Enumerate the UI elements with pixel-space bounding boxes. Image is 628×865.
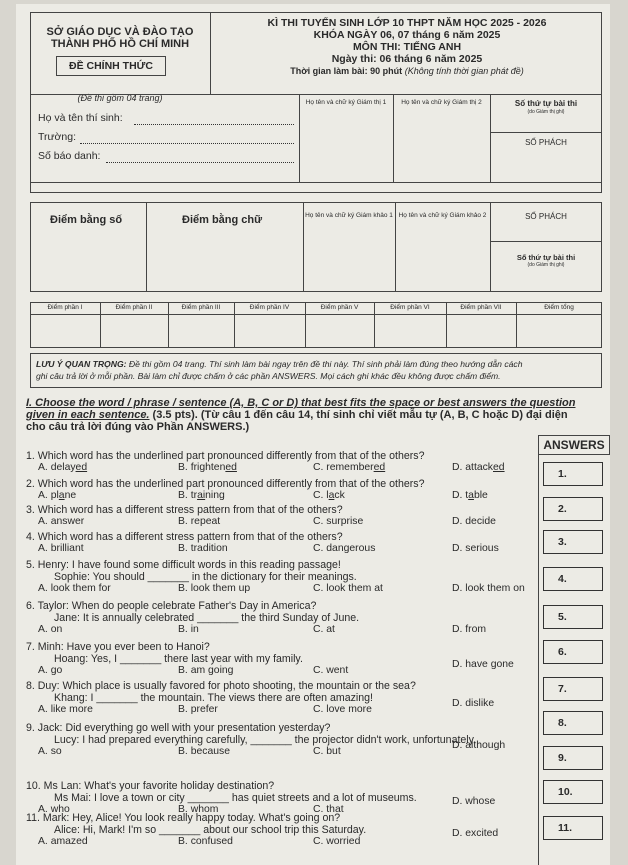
option-c: C. dangerous xyxy=(313,543,376,554)
proctor2-label: Họ tên và chữ ký Giám thị 2 xyxy=(401,99,482,106)
part-score-label: Điểm phần I xyxy=(47,304,83,311)
candidate-id-label: Số báo danh: xyxy=(38,150,101,162)
question-stem: 2. Which word has the underlined part pronounced differently from that of the others? xyxy=(26,478,425,490)
part-score-cell[interactable] xyxy=(374,315,446,347)
pages-note: (Đề thi gồm 04 trang) xyxy=(77,93,163,103)
option-b: B. repeat xyxy=(178,516,221,527)
question-stem: 11. Mark: Hey, Alice! You look really happy today. What's going on? xyxy=(26,812,341,824)
answer-box[interactable]: 2. xyxy=(543,497,603,521)
option-d: D. dislike xyxy=(452,698,495,709)
school-field[interactable] xyxy=(80,143,294,144)
option-b: B. frightened xyxy=(178,462,237,473)
question-stem: 4. Which word has a different stress pattern from that of the others? xyxy=(26,531,343,543)
question-dialogue: Jane: It is annually celebrated _______ the third Sunday of June. xyxy=(54,612,360,624)
option-a: A. brilliant xyxy=(38,543,84,554)
option-d: D. serious xyxy=(452,543,499,554)
option-a: A. so xyxy=(38,746,62,757)
candidate-name-label: Họ và tên thí sinh: xyxy=(38,112,123,124)
question-stem: 9. Jack: Did everything go well with your presentation yesterday? xyxy=(26,722,331,734)
option-b: B. training xyxy=(178,490,225,501)
option-c: C. lack xyxy=(313,490,345,501)
option-a: A. delayed xyxy=(38,462,88,473)
answer-box[interactable]: 1. xyxy=(543,462,603,486)
question-dialogue: Khang: I _______ the mountain. The views there are often amazing! xyxy=(54,692,374,704)
question-stem: 6. Taylor: When do people celebrate Father's Day in America? xyxy=(26,600,317,612)
score-number-label: Điểm bằng số xyxy=(50,214,123,226)
part-score-label: Điểm phần IV xyxy=(249,304,290,311)
part-score-label: Điểm phần III xyxy=(181,304,221,311)
part-score-cell[interactable] xyxy=(516,315,602,347)
option-a: A. amazed xyxy=(38,836,88,847)
answer-box[interactable]: 10. xyxy=(543,780,603,804)
option-d: D. although xyxy=(452,740,506,751)
question-dialogue: Alice: Hi, Mark! I'm so _______ about our school trip this Saturday. xyxy=(54,824,367,836)
question-stem: 8. Duy: Which place is usually favored for photo shooting, the mountain or the sea? xyxy=(26,680,416,692)
option-d: D. table xyxy=(452,490,488,501)
answer-box[interactable]: 11. xyxy=(543,816,603,840)
option-c: C. love more xyxy=(313,704,372,715)
option-d: D. from xyxy=(452,624,487,635)
examiner2-label: Họ tên và chữ ký Giám khảo 2 xyxy=(398,212,487,219)
option-b: B. prefer xyxy=(178,704,218,715)
question-stem: 1. Which word has the underlined part pronounced differently from that of the others? xyxy=(26,450,425,462)
part-score-cell[interactable] xyxy=(30,315,100,347)
exam-page xyxy=(16,4,610,865)
part-score-label: Điểm phần II xyxy=(115,304,153,311)
department-name: SỞ GIÁO DỤC VÀ ĐÀO TẠO THÀNH PHỐ HỒ CHÍ MINH xyxy=(46,26,194,50)
option-a: A. who xyxy=(38,804,70,815)
section-instruction: I. Choose the word / phrase / sentence (A, B, C or D) that best fits the space or best answers the question given in each sentence. (3.5 pts). (Từ câu 1 đến câu 14, thí sinh chỉ viết mẫu tự (A, B, C hoặc D) đại diện cho câu trả lời đúng vào Phần ANSWERS.) xyxy=(26,397,576,433)
option-d: D. excited xyxy=(452,828,499,839)
sheet-number-note: (do Giám thị ghi) xyxy=(527,109,565,115)
option-a: A. answer xyxy=(38,516,85,527)
question-stem: 10. Ms Lan: What's your favorite holiday destination? xyxy=(26,780,275,792)
option-a: A. plane xyxy=(38,490,77,501)
part-score-cell[interactable] xyxy=(446,315,516,347)
answers-title: ANSWERS xyxy=(538,435,610,455)
answer-box[interactable]: 4. xyxy=(543,567,603,591)
part-score-cell[interactable] xyxy=(305,315,374,347)
exam-title-block: KÌ THI TUYỂN SINH LỚP 10 THPT NĂM HỌC 2025 - 2026 KHÓA NGÀY 06, 07 tháng 6 năm 2025 MÔN THI: TIẾNG ANH Ngày thi: 06 tháng 6 năm 2025 Thời gian làm bài: 90 phút (Không tính thời gian phát đề) xyxy=(267,17,547,76)
option-c: C. look them at xyxy=(313,583,383,594)
option-b: B. look them up xyxy=(178,583,251,594)
option-c: C. at xyxy=(313,624,335,635)
grading-sheet-number-label: Số thứ tự bài thi xyxy=(516,253,576,262)
notice-text: LƯU Ý QUAN TRỌNG: Đề thi gồm 04 trang. Thí sinh làm bài ngay trên đề thi này. Thí sinh phải làm đúng theo hướng dẫn cách ghi câu trả lời ở mỗi phần. Bài làm chỉ được chấm ở các phần ANSWERS. Mọi cách ghi khác đều không được chấm điểm. xyxy=(36,359,523,381)
question-dialogue: Ms Mai: I love a town or city _______ has quiet streets and a lot of museums. xyxy=(54,792,417,804)
score-words-label: Điểm bằng chữ xyxy=(182,214,263,226)
option-b: B. am going xyxy=(178,665,234,676)
question-stem: 5. Henry: I have found some difficult words in this reading passage! xyxy=(26,559,341,571)
option-a: A. on xyxy=(38,624,63,635)
question-stem: 7. Minh: Have you ever been to Hanoi? xyxy=(26,641,210,653)
part-score-label: Điểm phần V xyxy=(320,304,359,311)
candidate-name-field[interactable] xyxy=(134,124,294,125)
part-score-cell[interactable] xyxy=(100,315,168,347)
option-b: B. confused xyxy=(178,836,233,847)
option-d: D. decide xyxy=(452,516,496,527)
option-c: C. that xyxy=(313,804,344,815)
part-score-label: Điểm phần VI xyxy=(390,304,430,311)
option-a: A. look them for xyxy=(38,583,111,594)
official-label: ĐỀ CHÍNH THỨC xyxy=(56,56,166,76)
question-dialogue: Hoang: Yes, I _______ there last year with my family. xyxy=(54,653,303,665)
option-c: C. remembered xyxy=(313,462,386,473)
answer-box[interactable]: 6. xyxy=(543,640,603,664)
answer-box[interactable]: 8. xyxy=(543,711,603,735)
examiner1-label: Họ tên và chữ ký Giám khảo 1 xyxy=(305,212,393,219)
school-label: Trường: xyxy=(38,131,77,143)
option-a: A. go xyxy=(38,665,63,676)
code-label: SỐ PHÁCH xyxy=(525,138,567,147)
question-dialogue: Lucy: I had prepared everything carefully, _______ the projector didn't work, unfortunately. xyxy=(54,734,477,746)
answer-box[interactable]: 7. xyxy=(543,677,603,701)
grading-code-label: SỐ PHÁCH xyxy=(525,212,567,221)
part-score-cell[interactable] xyxy=(168,315,234,347)
option-c: C. but xyxy=(313,746,341,757)
answer-box[interactable]: 5. xyxy=(543,605,603,629)
part-score-cell[interactable] xyxy=(234,315,305,347)
option-a: A. like more xyxy=(38,704,93,715)
option-d: D. whose xyxy=(452,796,496,807)
answer-box[interactable]: 9. xyxy=(543,746,603,770)
sheet-number-label: Số thứ tự bài thi xyxy=(514,99,578,108)
option-b: B. whom xyxy=(178,804,219,815)
option-b: B. because xyxy=(178,746,230,757)
candidate-id-field[interactable] xyxy=(106,162,294,163)
option-c: C. worried xyxy=(313,836,361,847)
question-stem: 3. Which word has a different stress pattern from that of the others? xyxy=(26,504,343,516)
proctor1-label: Họ tên và chữ ký Giám thị 1 xyxy=(305,99,387,106)
option-b: B. in xyxy=(178,624,199,635)
option-c: C. went xyxy=(313,665,349,676)
part-score-label: Điểm tổng xyxy=(544,304,574,311)
question-dialogue: Sophie: You should _______ in the dictionary for their meanings. xyxy=(54,571,357,583)
part-score-label: Điểm phần VII xyxy=(460,304,502,311)
option-d: D. attacked xyxy=(452,462,505,473)
option-c: C. surprise xyxy=(313,516,364,527)
option-d: D. have gone xyxy=(452,659,514,670)
grading-sheet-number-note: (do Giám thị ghi) xyxy=(527,262,565,268)
answer-box[interactable]: 3. xyxy=(543,530,603,554)
option-d: D. look them on xyxy=(452,583,525,594)
option-b: B. tradition xyxy=(178,543,228,554)
